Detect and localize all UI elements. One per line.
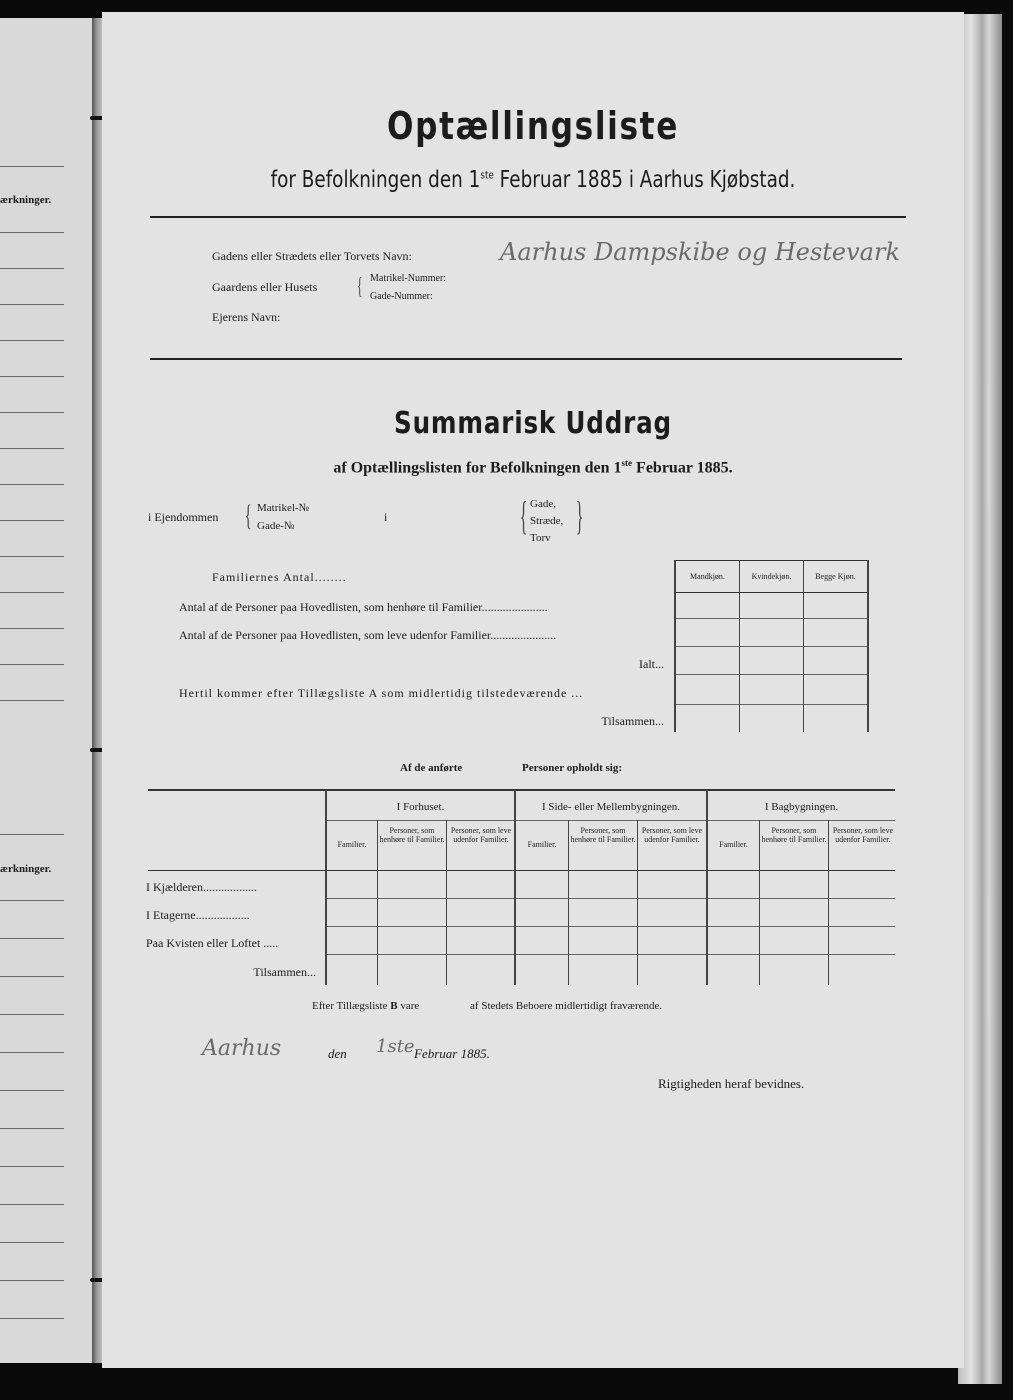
date-rest: Februar 1885. xyxy=(414,1046,490,1061)
house-label: Gaardens eller Husets xyxy=(212,280,318,294)
attestation: Rigtigheden heraf bevidnes. xyxy=(658,1076,805,1091)
row-udenfor-familier: Antal af de Personer paa Hovedlisten, som leve udenfor Familier...................... xyxy=(179,628,557,642)
subheader-familier: Familier. xyxy=(527,840,557,849)
brace: } xyxy=(575,493,584,538)
header-mandkjon: Mandkjøn. xyxy=(690,572,725,581)
subheader-udenfor: Personer, som leve udenfor Familier. xyxy=(450,826,512,844)
group-sidebygning: I Side- eller Mellembygningen. xyxy=(541,801,681,813)
residence-grid-line xyxy=(148,789,895,791)
left-page-fragment: ærkninger. xyxy=(0,194,52,206)
census-form-page xyxy=(102,12,964,1368)
counts-grid-line xyxy=(867,560,869,732)
footer-b-line: Efter Tillægsliste B vare af Stedets Beboere midlertidigt fraværende. xyxy=(312,1000,663,1012)
date-day-handwritten: 1ste xyxy=(376,1036,415,1057)
residence-grid-line xyxy=(325,820,895,821)
row-familiernes-antal: Familiernes Antal........ xyxy=(212,570,347,584)
torv-option: Torv xyxy=(530,532,551,544)
straede-option: Stræde, xyxy=(530,515,564,527)
divider xyxy=(150,358,902,360)
counts-grid-line xyxy=(674,674,868,675)
subheader-henhore: Personer, som henhøre til Familier. xyxy=(379,826,445,844)
divider xyxy=(150,216,906,218)
left-page-fragment: ærkninger. xyxy=(0,863,52,875)
residence-grid-line xyxy=(446,820,447,985)
row-tillaegsliste-a: Hertil kommer efter Tillægsliste A som midlertidig tilstedeværende ... xyxy=(179,686,584,700)
residence-grid-line xyxy=(325,926,895,927)
street-label: Gadens eller Strædets eller Torvets Navn: xyxy=(212,249,412,263)
residence-grid-line xyxy=(377,820,378,985)
residence-grid-line xyxy=(325,898,895,899)
summary-title: Summarisk Uddrag xyxy=(394,406,672,441)
subheader-henhore: Personer, som henhøre til Familier. xyxy=(570,826,636,844)
matrikel-no-label: Matrikel-№ xyxy=(257,502,310,514)
residence-grid-line xyxy=(325,789,327,985)
subheader-familier: Familier. xyxy=(719,840,748,849)
owner-label: Ejerens Navn: xyxy=(212,310,281,324)
residence-grid-line xyxy=(759,820,760,985)
header-kvindekjon: Kvindekjøn. xyxy=(751,572,792,581)
page-edges xyxy=(958,14,1002,1384)
row-tilsammen: Tilsammen... xyxy=(601,714,664,728)
i-label: i xyxy=(384,510,388,524)
subheader-henhore: Personer, som henhøre til Familier. xyxy=(761,826,827,844)
counts-grid-line xyxy=(674,560,676,732)
counts-grid-line xyxy=(674,646,868,647)
residence-grid-line xyxy=(637,820,638,985)
residence-caption-left: Af de anførte xyxy=(400,762,463,774)
gade-option: Gade, xyxy=(530,498,556,510)
residence-grid-line xyxy=(568,820,569,985)
subheader-udenfor: Personer, som leve udenfor Familier. xyxy=(641,826,703,844)
form-title: Optællingsliste xyxy=(387,104,679,148)
brace: { xyxy=(244,499,252,532)
row-tilsammen: Tilsammen... xyxy=(253,965,316,979)
residence-grid-line xyxy=(706,789,708,985)
residence-grid-line xyxy=(514,789,516,985)
counts-grid-line xyxy=(674,592,868,593)
brace: { xyxy=(519,493,528,538)
group-bagbygning: I Bagbygningen. xyxy=(764,801,839,813)
gade-number-label: Gade-Nummer: xyxy=(370,291,433,302)
row-kjaelderen: I Kjælderen.................. xyxy=(146,880,257,894)
subheader-familier: Familier. xyxy=(337,840,367,849)
counts-grid-line xyxy=(674,618,868,619)
subheader-udenfor: Personer, som leve udenfor Familier. xyxy=(832,826,894,844)
residence-caption-right: Personer opholdt sig: xyxy=(522,762,623,774)
counts-grid-line xyxy=(739,560,740,732)
brace: { xyxy=(356,274,363,300)
form-subtitle: for Befolkningen den 1ste Februar 1885 i Aarhus Kjøbstad. xyxy=(270,167,796,193)
gade-no-label: Gade-№ xyxy=(257,520,295,532)
row-etagerne: I Etagerne.................. xyxy=(146,908,250,922)
residence-grid-line xyxy=(325,954,895,955)
residence-grid-line xyxy=(148,870,895,871)
residence-grid-line xyxy=(828,820,829,985)
counts-grid-line xyxy=(803,560,804,732)
ejendom-label: i Ejendommen xyxy=(148,510,219,524)
counts-grid-line xyxy=(674,704,868,705)
row-henhore-familier: Antal af de Personer paa Hovedlisten, som henhøre til Familier...................... xyxy=(179,600,548,614)
place-handwritten: Aarhus xyxy=(202,1036,282,1061)
row-ialt: Ialt... xyxy=(639,657,664,671)
street-value: Aarhus Dampskibe og Hestevark xyxy=(500,238,900,266)
header-begge-kjon: Begge Kjøn. xyxy=(815,572,856,581)
row-kvisten: Paa Kvisten eller Loftet ..... xyxy=(146,936,279,950)
summary-subtitle: af Optællingslisten for Befolkningen den 1ste Februar 1885. xyxy=(333,458,733,477)
counts-grid-line xyxy=(674,560,868,561)
den-label: den xyxy=(328,1046,347,1061)
group-forhuset: I Forhuset. xyxy=(396,801,445,813)
left-page-edge xyxy=(0,18,92,1363)
matrikel-label: Matrikel-Nummer: xyxy=(370,273,447,284)
